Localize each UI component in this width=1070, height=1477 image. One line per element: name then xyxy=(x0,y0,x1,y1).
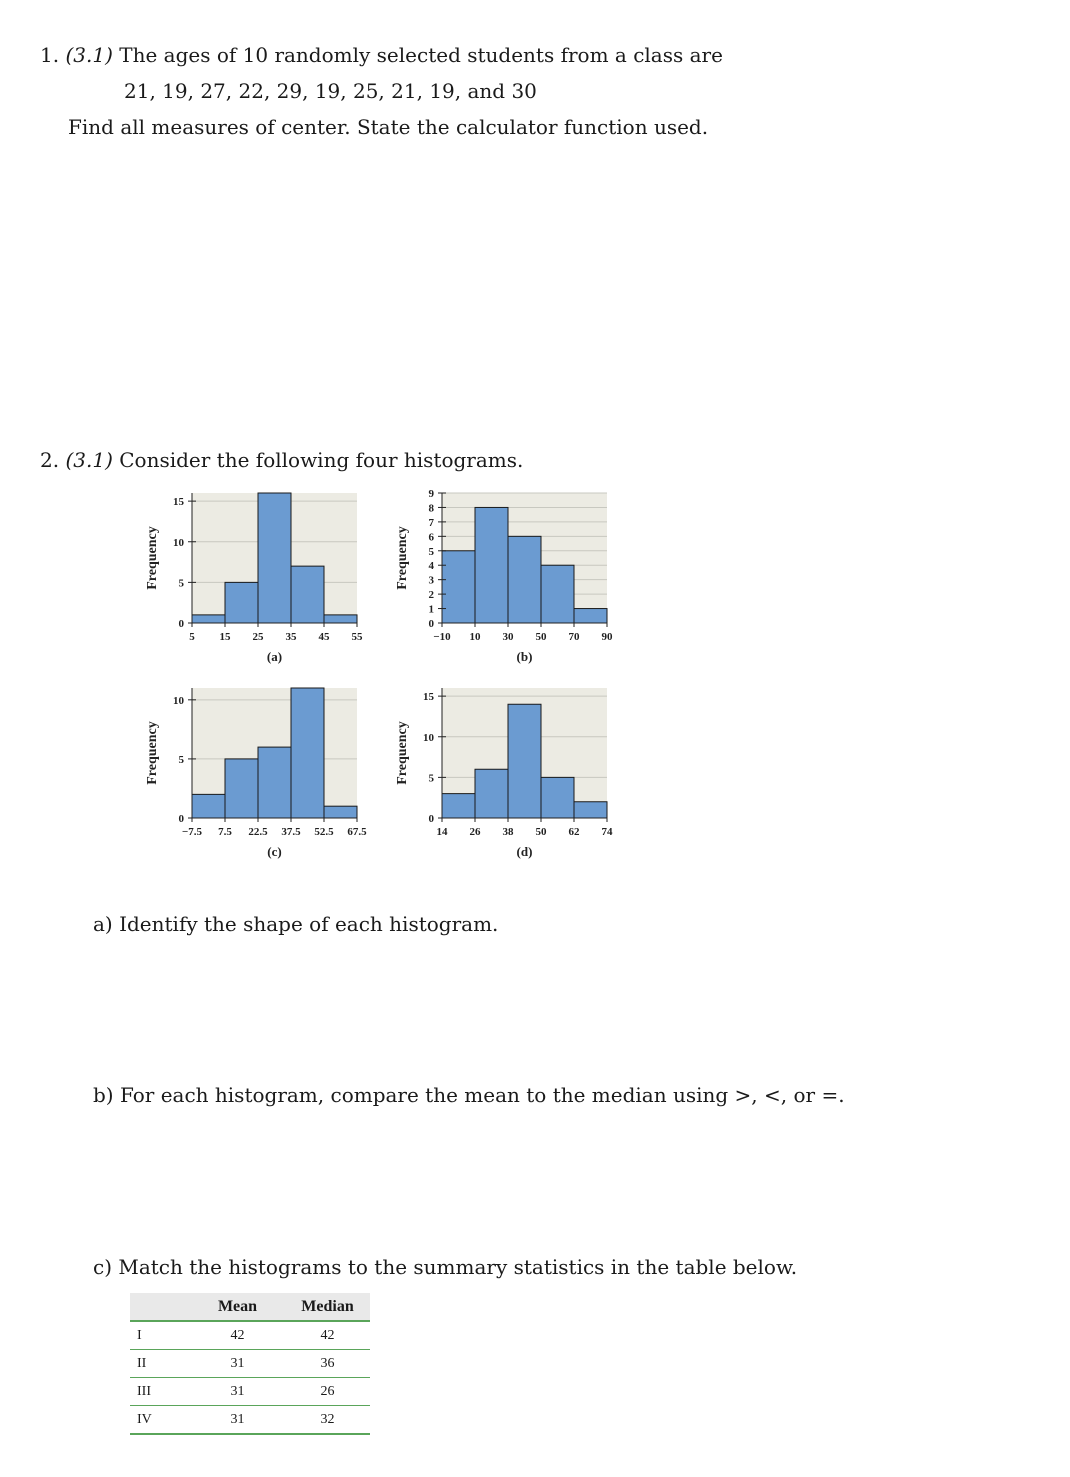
histogram-bar xyxy=(475,507,508,623)
y-axis-title: Frequency xyxy=(395,721,410,785)
y-tick-label: 6 xyxy=(428,531,434,544)
y-tick-label: 0 xyxy=(178,618,184,630)
table-header-mean: Mean xyxy=(217,1297,258,1315)
histogram-caption: (c) xyxy=(267,844,282,859)
row-mean: 31 xyxy=(230,1355,245,1371)
q2-tag: (3.1) xyxy=(65,448,113,472)
row-label: IV xyxy=(137,1411,152,1427)
row-label: III xyxy=(137,1383,151,1399)
y-tick-label: 1 xyxy=(428,603,434,616)
x-tick-label: 5 xyxy=(189,631,195,643)
summary-table xyxy=(130,1293,370,1435)
q1-tag: (3.1) xyxy=(65,43,113,67)
x-tick-label: 74 xyxy=(601,826,613,838)
x-tick-label: 45 xyxy=(318,631,330,643)
table-header-blank xyxy=(130,1293,190,1321)
y-tick-label: 10 xyxy=(173,694,184,707)
histogram-bar xyxy=(258,493,291,623)
x-tick-label: 22.5 xyxy=(248,826,268,838)
y-tick-label: 3 xyxy=(428,574,434,587)
x-tick-label: 10 xyxy=(469,631,481,643)
table-row xyxy=(130,1350,370,1378)
histogram-bar xyxy=(192,794,225,818)
x-tick-label: 50 xyxy=(535,826,547,838)
x-tick-label: 50 xyxy=(535,631,547,643)
y-tick-label: 5 xyxy=(428,772,434,785)
table-header-row xyxy=(130,1293,370,1321)
q1-instruction: Find all measures of center. State the calculator function used. xyxy=(68,115,709,139)
histogram-c xyxy=(130,680,370,870)
x-tick-label: 35 xyxy=(285,631,297,643)
histogram-bar xyxy=(324,806,357,818)
histogram-c-svg xyxy=(130,680,370,870)
y-tick-label: 4 xyxy=(428,560,434,573)
row-mean: 31 xyxy=(230,1411,245,1427)
x-tick-label: 25 xyxy=(252,631,264,643)
histogram-bar xyxy=(291,688,324,818)
q2-text: Consider the following four histograms. xyxy=(119,448,524,472)
y-tick-label: 0 xyxy=(428,813,434,825)
y-tick-label: 10 xyxy=(173,536,184,549)
histogram-a xyxy=(130,485,370,675)
histogram-bar xyxy=(541,777,574,818)
histogram-b-svg xyxy=(380,485,620,675)
x-tick-label: 30 xyxy=(502,631,514,643)
row-median: 36 xyxy=(320,1355,335,1371)
histogram-bar xyxy=(324,615,357,623)
q1-text: The ages of 10 randomly selected students from a class are xyxy=(119,43,723,67)
row-mean: 42 xyxy=(230,1327,245,1343)
row-median: 42 xyxy=(320,1327,335,1343)
histogram-bar xyxy=(475,769,508,818)
summary-table-wrapper xyxy=(130,1293,370,1435)
histogram-caption: (a) xyxy=(266,649,283,664)
row-median: 26 xyxy=(320,1383,335,1399)
histogram-caption: (d) xyxy=(516,844,533,859)
x-tick-label: −7.5 xyxy=(181,826,203,838)
histogram-bar xyxy=(541,565,574,623)
q2-line xyxy=(40,448,523,472)
x-tick-label: 70 xyxy=(568,631,580,643)
y-tick-label: 7 xyxy=(428,516,434,529)
x-tick-label: 62 xyxy=(568,826,580,838)
y-tick-label: 5 xyxy=(428,545,434,558)
q2-part-b: b) For each histogram, compare the mean to the median using >, <, or =. xyxy=(93,1083,845,1107)
x-tick-label: 14 xyxy=(436,826,448,838)
histogram-d-svg xyxy=(380,680,620,870)
histogram-d xyxy=(380,680,620,870)
row-median: 32 xyxy=(320,1411,335,1427)
y-axis-title: Frequency xyxy=(145,721,160,785)
q1-data-line: 21, 19, 27, 22, 29, 19, 25, 21, 19, and 30 xyxy=(124,79,537,103)
histogram-bar xyxy=(258,747,291,818)
x-tick-label: 15 xyxy=(219,631,231,643)
y-tick-label: 10 xyxy=(423,731,434,744)
x-tick-label: 55 xyxy=(351,631,363,643)
y-tick-label: 8 xyxy=(428,502,434,515)
histogram-bar xyxy=(225,582,258,623)
row-label: I xyxy=(137,1327,142,1343)
y-tick-label: 0 xyxy=(178,813,184,825)
x-tick-label: 37.5 xyxy=(281,826,301,838)
x-tick-label: 38 xyxy=(502,826,514,838)
x-tick-label: 52.5 xyxy=(314,826,334,838)
y-tick-label: 5 xyxy=(178,753,184,766)
histogram-bar xyxy=(508,704,541,818)
histogram-caption: (b) xyxy=(516,649,533,664)
q2-part-a: a) Identify the shape of each histogram. xyxy=(93,912,499,936)
histogram-bar xyxy=(442,794,475,818)
histogram-bar xyxy=(291,566,324,623)
histogram-b xyxy=(380,485,620,675)
q1-number: 1. xyxy=(40,43,60,67)
x-tick-label: 7.5 xyxy=(218,826,232,838)
y-tick-label: 15 xyxy=(423,691,434,704)
row-label: II xyxy=(137,1355,147,1371)
table-row xyxy=(130,1406,370,1435)
histogram-bar xyxy=(192,615,225,623)
histogram-bar xyxy=(225,759,258,818)
table-row xyxy=(130,1321,370,1350)
x-tick-label: 26 xyxy=(469,826,481,838)
row-mean: 31 xyxy=(230,1383,245,1399)
histogram-bar xyxy=(574,802,607,818)
y-axis-title: Frequency xyxy=(145,526,160,590)
x-tick-label: 67.5 xyxy=(347,826,367,838)
x-tick-label: 90 xyxy=(601,631,613,643)
histogram-bar xyxy=(574,609,607,623)
table-row xyxy=(130,1378,370,1406)
histogram-a-svg xyxy=(130,485,370,675)
y-tick-label: 9 xyxy=(428,488,434,500)
x-tick-label: −10 xyxy=(433,631,451,643)
q1-line xyxy=(40,43,723,67)
y-tick-label: 0 xyxy=(428,618,434,630)
y-tick-label: 5 xyxy=(178,577,184,590)
histogram-bar xyxy=(442,551,475,623)
table-header-median: Median xyxy=(301,1297,354,1315)
y-axis-title: Frequency xyxy=(395,526,410,590)
q2-part-c: c) Match the histograms to the summary statistics in the table below. xyxy=(93,1255,798,1279)
y-tick-label: 15 xyxy=(173,496,184,509)
y-tick-label: 2 xyxy=(428,589,434,602)
q2-number: 2. xyxy=(40,448,60,472)
histogram-bar xyxy=(508,536,541,623)
